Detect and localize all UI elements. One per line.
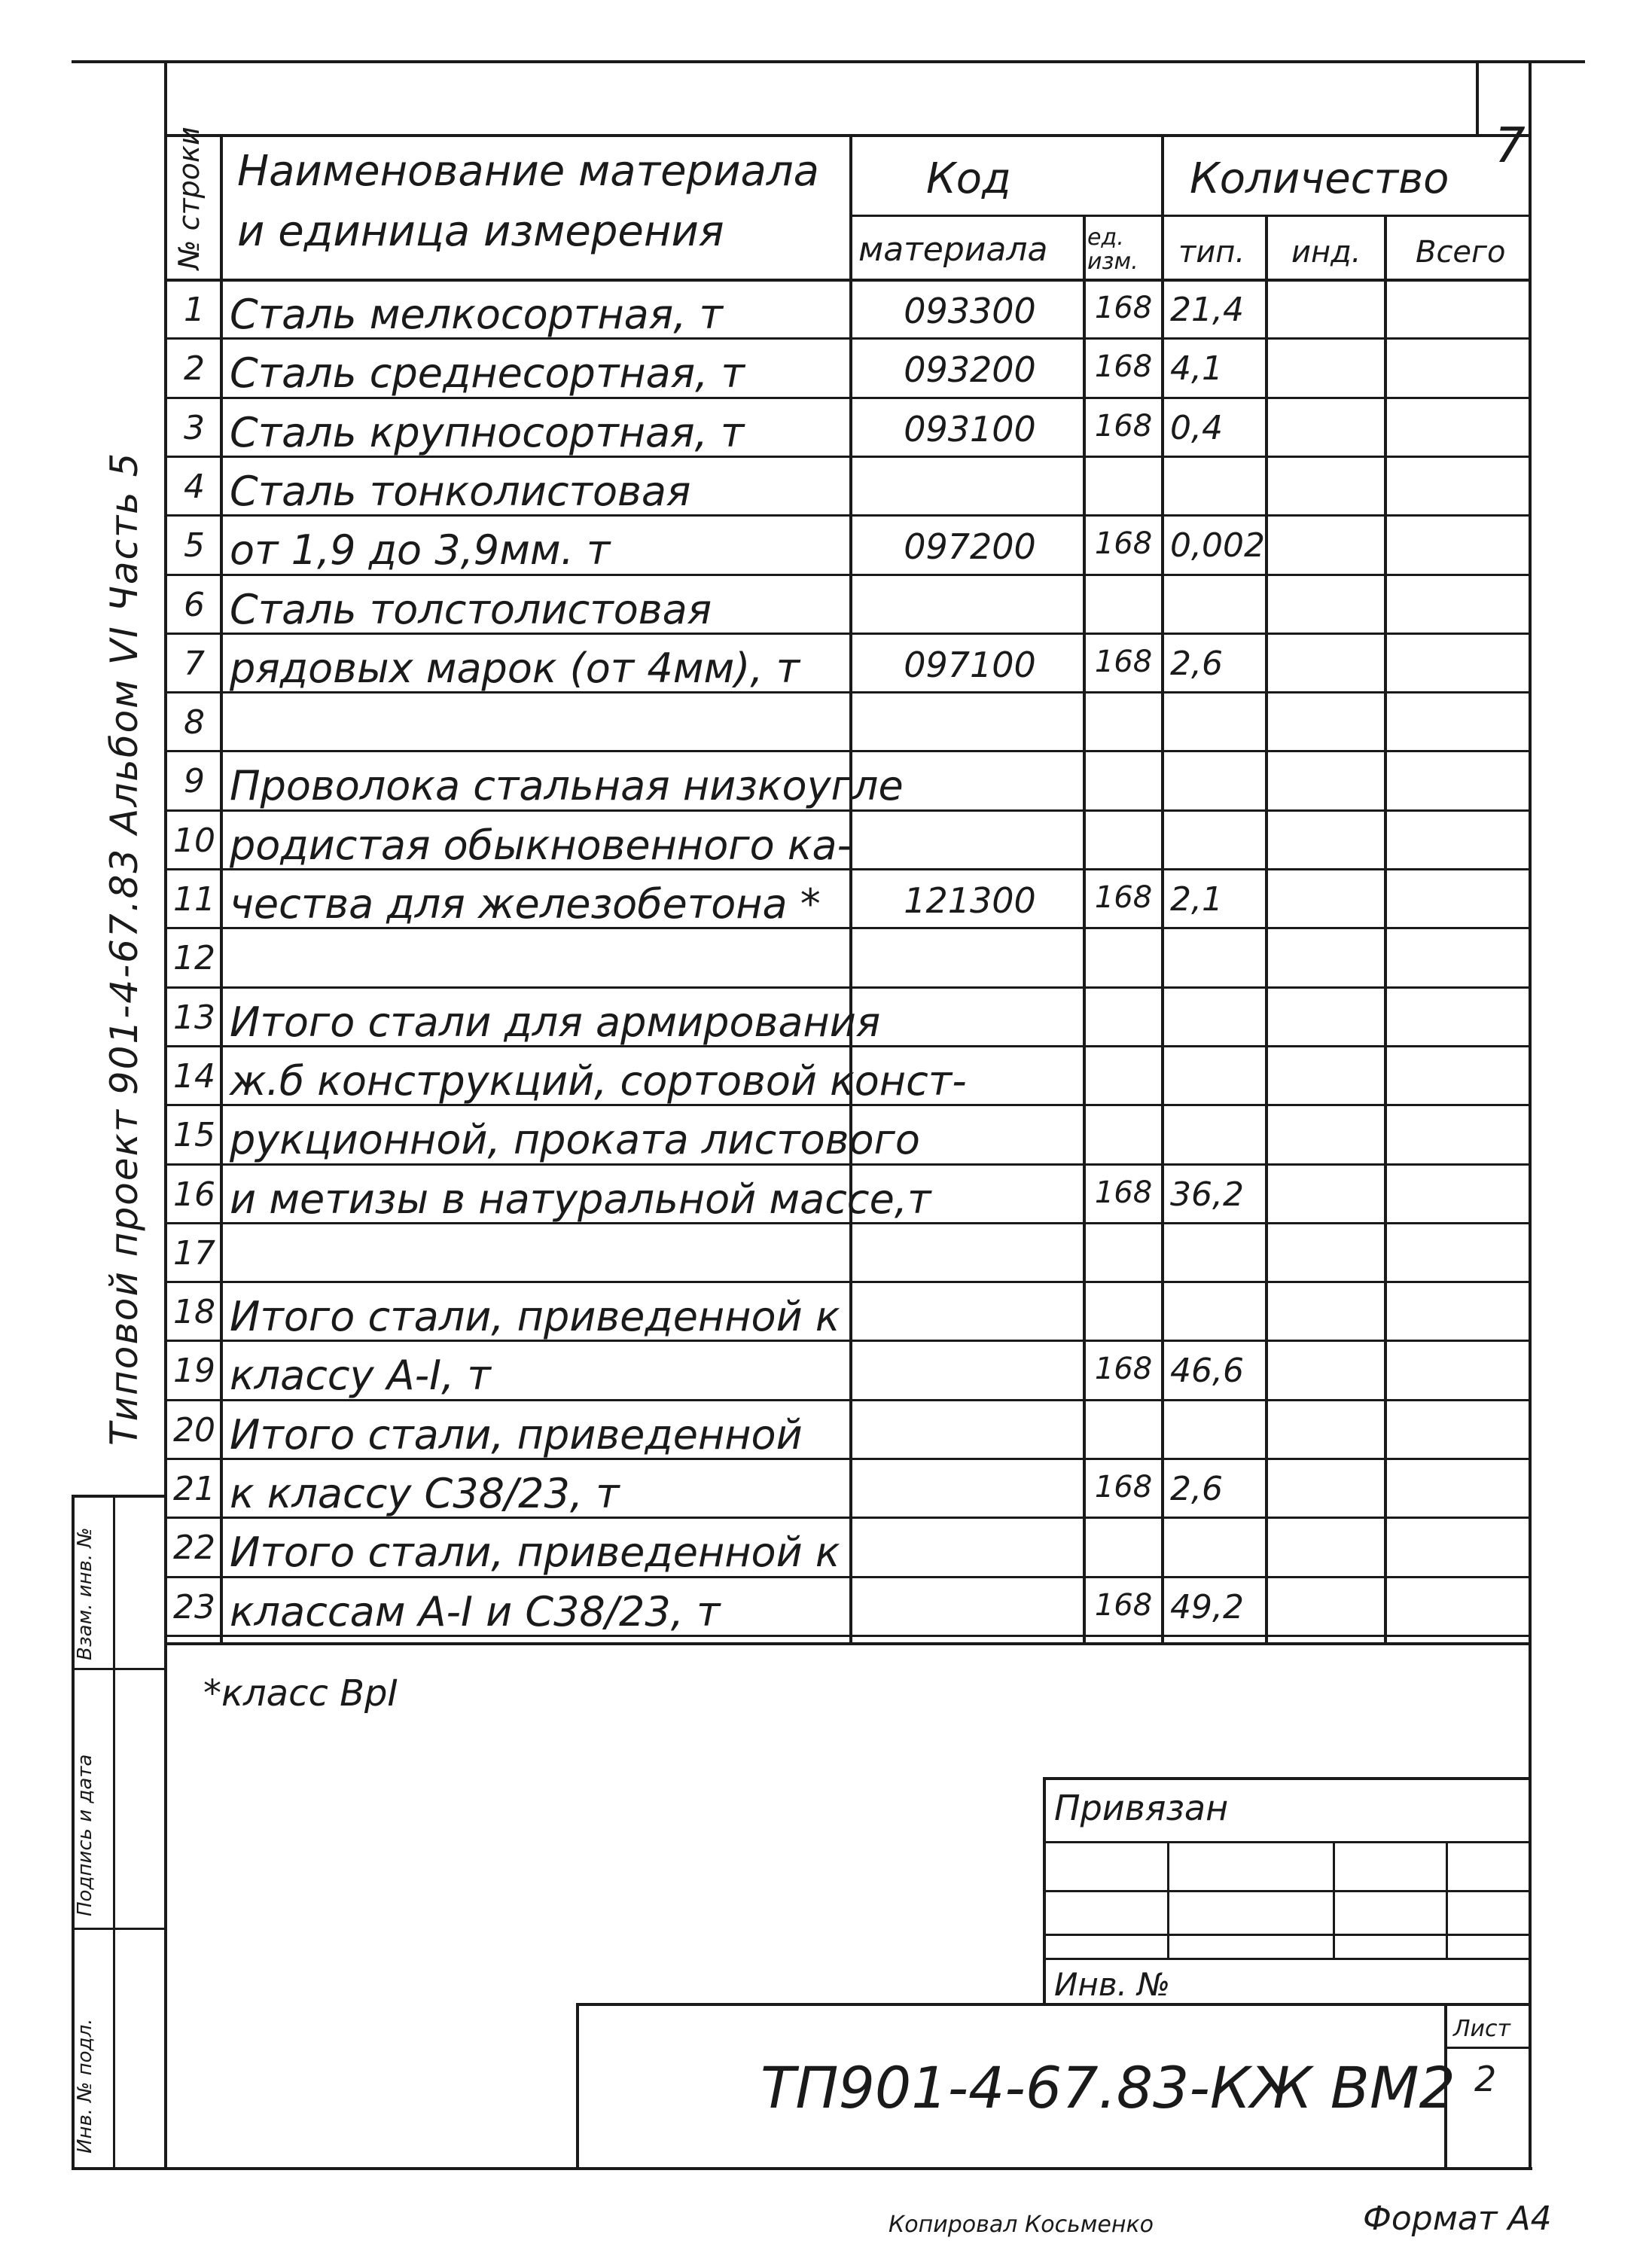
row-number: 15 bbox=[173, 1116, 215, 1155]
row-separator bbox=[164, 1163, 1530, 1166]
header-code-group: Код bbox=[926, 154, 1011, 203]
margin-stamp-line-1 bbox=[72, 1668, 166, 1670]
margin-stamp-replace-inv: Взам. инв. № bbox=[74, 1527, 96, 1660]
privyazan-label: Привязан bbox=[1054, 1788, 1229, 1828]
footnote: *класс BpI bbox=[203, 1672, 398, 1715]
paper-format: Формат А4 bbox=[1363, 2199, 1552, 2238]
unit-code: 168 bbox=[1094, 526, 1153, 562]
quantity-typical: 36,2 bbox=[1170, 1175, 1244, 1214]
unit-code: 168 bbox=[1094, 1352, 1153, 1387]
header-name-line2: и единица измерения bbox=[237, 207, 724, 256]
row-separator bbox=[164, 514, 1530, 517]
row-number: 2 bbox=[184, 349, 205, 389]
row-number: 6 bbox=[184, 585, 205, 624]
row-separator bbox=[164, 691, 1530, 694]
header-code-unit: ед. изм. bbox=[1087, 224, 1138, 275]
header-code-material: материала bbox=[858, 230, 1048, 269]
material-name: и метизы в натуральной массе,т bbox=[230, 1175, 931, 1223]
row-number: 8 bbox=[184, 703, 205, 742]
material-name: Сталь тонколистовая bbox=[230, 467, 691, 515]
copied-by: Копировал Косьменко bbox=[889, 2212, 1154, 2238]
material-name: классу A-I, т bbox=[230, 1352, 491, 1400]
margin-stamp-signature-date: Подпись и дата bbox=[74, 1754, 96, 1916]
material-name: родистая обыкновенного ка- bbox=[230, 821, 852, 869]
row-separator bbox=[164, 868, 1530, 870]
sheet-value: 2 bbox=[1474, 2059, 1497, 2099]
row-separator bbox=[164, 397, 1530, 399]
top-border bbox=[72, 60, 1585, 63]
row-separator bbox=[164, 750, 1530, 752]
row-number: 12 bbox=[173, 939, 215, 978]
material-name: Проволока стальная низкоугле bbox=[230, 762, 904, 810]
header-name-line1: Наименование материала bbox=[237, 147, 819, 196]
stamp-col-3 bbox=[1446, 1841, 1448, 1958]
header-qty-ind: инд. bbox=[1291, 235, 1361, 270]
material-name: Сталь толстолистовая bbox=[230, 585, 712, 633]
quantity-typical: 46,6 bbox=[1170, 1352, 1244, 1391]
quantity-typical: 21,4 bbox=[1170, 291, 1244, 329]
quantity-typical: 2,6 bbox=[1170, 644, 1223, 683]
row-separator bbox=[164, 1635, 1530, 1637]
unit-code: 168 bbox=[1094, 880, 1153, 915]
material-code: 121300 bbox=[904, 880, 1036, 921]
material-code: 093200 bbox=[904, 349, 1036, 391]
sheet-number: 7 bbox=[1495, 118, 1526, 174]
stamp-line-2 bbox=[1043, 1890, 1531, 1892]
unit-code: 168 bbox=[1094, 1470, 1153, 1504]
row-number: 10 bbox=[173, 821, 215, 860]
quantity-typical: 0,002 bbox=[1170, 526, 1265, 565]
row-number: 1 bbox=[184, 291, 205, 329]
row-number: 20 bbox=[173, 1410, 215, 1450]
margin-stamp-original-inv: Инв. № подл. bbox=[74, 2018, 96, 2154]
material-code: 097200 bbox=[904, 526, 1036, 568]
row-number: 9 bbox=[184, 762, 205, 801]
stamp-line-3 bbox=[1043, 1934, 1531, 1936]
title-block-left bbox=[576, 2003, 579, 2167]
quantity-typical: 49,2 bbox=[1170, 1587, 1244, 1626]
material-name: классам A-I и C38/23, т bbox=[230, 1587, 721, 1635]
row-number: 11 bbox=[173, 880, 215, 919]
row-separator bbox=[164, 574, 1530, 576]
table-bottom-line bbox=[164, 1642, 1532, 1645]
material-code: 093100 bbox=[904, 408, 1036, 450]
stamp-top-line bbox=[1043, 1777, 1531, 1780]
unit-code: 168 bbox=[1094, 644, 1153, 679]
row-number: 19 bbox=[173, 1352, 215, 1391]
row-number: 21 bbox=[173, 1470, 215, 1508]
material-name: Итого стали для армирования bbox=[230, 998, 881, 1046]
right-border bbox=[1529, 60, 1532, 2169]
row-separator bbox=[164, 1399, 1530, 1401]
header-qty-total: Всего bbox=[1416, 235, 1506, 270]
row-separator bbox=[164, 1458, 1530, 1460]
row-number: 14 bbox=[173, 1056, 215, 1096]
header-qty-typ: тип. bbox=[1178, 235, 1245, 270]
row-number: 7 bbox=[184, 644, 205, 683]
row-separator bbox=[164, 1222, 1530, 1224]
album-margin-text: Типовой проект 901-4-67.83 Альбом VI Часть 5 bbox=[102, 451, 146, 1446]
row-number: 5 bbox=[184, 526, 205, 565]
row-number: 16 bbox=[173, 1175, 215, 1214]
title-block-sheet-line bbox=[1444, 2047, 1530, 2049]
header-bottom-line bbox=[164, 279, 1532, 282]
header-subline bbox=[849, 215, 1530, 217]
material-name: Итого стали, приведенной bbox=[230, 1410, 803, 1459]
unit-code: 168 bbox=[1094, 1587, 1153, 1623]
row-separator bbox=[164, 927, 1530, 929]
sheet-label: Лист bbox=[1453, 2016, 1511, 2042]
material-name: Сталь среднесортная, т bbox=[230, 349, 745, 398]
margin-stamp-line-2 bbox=[72, 1928, 166, 1930]
row-separator bbox=[164, 986, 1530, 989]
stamp-line-4 bbox=[1043, 1958, 1531, 1960]
material-name: от 1,9 до 3,9мм. т bbox=[230, 526, 611, 575]
row-separator bbox=[164, 456, 1530, 458]
material-name: ж.б конструкций, сортовой конст- bbox=[230, 1056, 967, 1105]
material-name: Итого стали, приведенной к bbox=[230, 1293, 840, 1341]
unit-code: 168 bbox=[1094, 291, 1153, 325]
unit-code: 168 bbox=[1094, 1175, 1153, 1210]
row-separator bbox=[164, 633, 1530, 635]
row-number: 4 bbox=[184, 467, 205, 506]
material-name: чества для железобетона * bbox=[230, 880, 821, 928]
material-name: Сталь мелкосортная, т bbox=[230, 291, 724, 338]
row-number: 17 bbox=[173, 1233, 215, 1273]
unit-code: 168 bbox=[1094, 349, 1153, 385]
unit-code: 168 bbox=[1094, 408, 1153, 444]
quantity-typical: 2,6 bbox=[1170, 1470, 1223, 1508]
title-block-top bbox=[576, 2003, 1531, 2006]
quantity-typical: 2,1 bbox=[1170, 880, 1223, 919]
row-number: 18 bbox=[173, 1293, 215, 1332]
margin-stamp-mid bbox=[113, 1495, 115, 2167]
row-number: 13 bbox=[173, 998, 215, 1037]
row-separator bbox=[164, 1104, 1530, 1106]
sheet-number-box-left bbox=[1476, 60, 1479, 136]
material-name: Итого стали, приведенной к bbox=[230, 1529, 840, 1577]
row-separator bbox=[164, 1340, 1530, 1342]
stamp-col-2 bbox=[1333, 1841, 1335, 1958]
quantity-typical: 4,1 bbox=[1170, 349, 1223, 389]
material-code: 097100 bbox=[904, 644, 1036, 685]
row-separator bbox=[164, 809, 1530, 812]
material-code: 093300 bbox=[904, 291, 1036, 331]
sheet-number-box-bottom bbox=[164, 134, 1532, 137]
row-separator bbox=[164, 1576, 1530, 1578]
stamp-line-1 bbox=[1043, 1841, 1531, 1843]
stamp-col-1 bbox=[1167, 1841, 1169, 1958]
material-name: Сталь крупносортная, т bbox=[230, 408, 745, 456]
header-qty-group: Количество bbox=[1190, 154, 1449, 203]
margin-stamp-top bbox=[72, 1495, 166, 1498]
material-name: к классу C38/23, т bbox=[230, 1470, 620, 1517]
document-code: ТП901-4-67.83-КЖ ВМ2 bbox=[761, 2054, 1455, 2121]
bottom-border bbox=[72, 2167, 1532, 2170]
quantity-typical: 0,4 bbox=[1170, 408, 1223, 447]
inventory-number-label: Инв. № bbox=[1054, 1966, 1171, 2003]
row-number: 3 bbox=[184, 408, 205, 447]
row-separator bbox=[164, 1281, 1530, 1283]
material-name: рукционной, проката листового bbox=[230, 1116, 920, 1164]
row-separator bbox=[164, 1045, 1530, 1047]
header-row-number: № строки bbox=[172, 127, 206, 270]
row-separator bbox=[164, 337, 1530, 340]
row-separator bbox=[164, 1517, 1530, 1519]
material-name: рядовых марок (от 4мм), т bbox=[230, 644, 800, 692]
row-number: 22 bbox=[173, 1529, 215, 1568]
row-number: 23 bbox=[173, 1587, 215, 1626]
